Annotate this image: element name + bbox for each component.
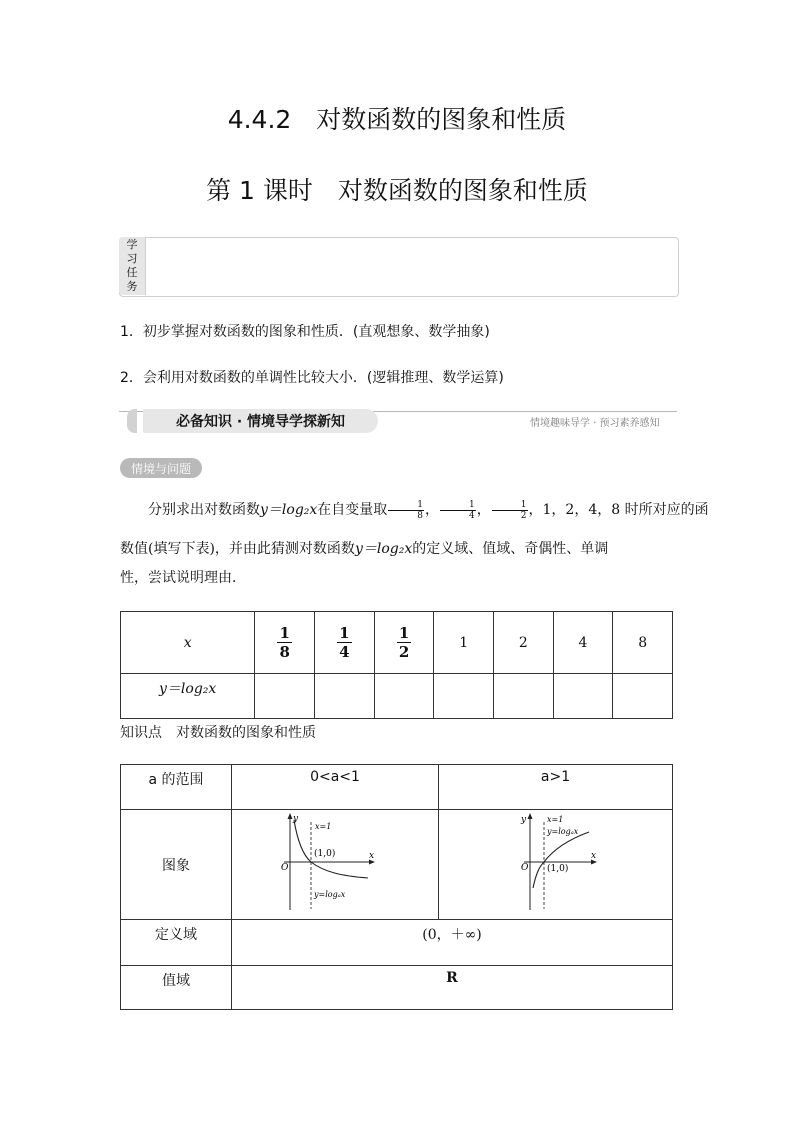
banner-subtitle: 情境趣味导学 · 预习素养感知	[530, 418, 660, 429]
props-header-case2: a>1	[439, 765, 673, 810]
table-cell: 4	[553, 612, 613, 674]
para-text: 分别求出对数函数	[148, 502, 260, 518]
fraction: $\frac{1}{4}$	[440, 500, 476, 521]
properties-table	[120, 764, 673, 1010]
problem-line-3: 性，尝试说明理由．	[120, 570, 246, 586]
axis-y-label: y	[293, 814, 299, 824]
table-cell: 2	[494, 612, 554, 674]
table-header-x: x	[121, 612, 255, 674]
graph-cell-increasing	[439, 810, 673, 920]
problem-line-2	[120, 533, 676, 565]
task-label-char: 学	[126, 238, 138, 251]
para-func: y＝log₂x	[354, 541, 413, 557]
axis-x-label: x	[591, 851, 597, 861]
task-box	[119, 237, 679, 297]
table-cell: 1	[434, 612, 494, 674]
task-item-2: 2．会利用对数函数的单调性比较大小．(逻辑推理、数学运算)	[120, 370, 504, 386]
line-x1-label: x=1	[547, 815, 564, 824]
point-label: (1,0)	[547, 864, 569, 874]
para-text: 在自变量取	[317, 502, 388, 518]
para-text: 的定义域、值域、奇偶性、单调	[412, 541, 609, 557]
task-label-char: 任	[126, 266, 138, 279]
range-value: R	[232, 966, 673, 1010]
table-cell-empty[interactable]	[553, 674, 613, 719]
fraction: $\frac{1}{2}$	[492, 500, 528, 521]
table-cell-empty[interactable]	[434, 674, 494, 719]
axis-x-label: x	[369, 851, 375, 861]
graph-increasing	[439, 810, 672, 915]
table-cell: $\frac{1}{8}$	[255, 612, 315, 674]
task-label-char: 习	[126, 252, 138, 265]
props-header-case1: 0<a<1	[232, 765, 439, 810]
curve-label: y=logₐx	[314, 890, 346, 899]
axis-y-label: y	[521, 815, 527, 825]
banner-title: 必备知识 · 情境导学探新知	[143, 409, 378, 433]
line-x1-label: x=1	[315, 822, 332, 831]
problem-line-1: 分别求出对数函数y＝log₂x在自变量取 $\frac{1}{8}$ ， $\frac{1}{4}$ ， $\frac{1}{2}$ ，1，2，4，8 时所对应的函	[148, 499, 709, 521]
situation-pill: 情境与问题	[120, 458, 202, 478]
table-cell: $\frac{1}{2}$	[374, 612, 434, 674]
point-label: (1,0)	[314, 849, 336, 859]
graph-decreasing	[232, 810, 438, 915]
table-header-y: y＝log₂x	[121, 674, 255, 719]
domain-value: (0，＋∞)	[232, 920, 673, 966]
props-row-range: 值域	[121, 966, 232, 1010]
knowledge-point-label: 知识点 对数函数的图象和性质	[120, 725, 316, 741]
origin-label: O	[521, 863, 529, 873]
value-table	[120, 611, 673, 719]
table-cell-empty[interactable]	[315, 674, 375, 719]
props-row-graph: 图象	[121, 810, 232, 920]
task-label	[119, 237, 146, 295]
lesson-title: 第 1 课时 对数函数的图象和性质	[206, 176, 588, 205]
banner-stub	[127, 409, 137, 433]
task-item-1: 1．初步掌握对数函数的图象和性质．(直观想象、数学抽象)	[120, 324, 490, 340]
para-text: 数值(填写下表)，并由此猜测对数函数	[120, 541, 355, 557]
props-header-a: a 的范围	[121, 765, 232, 810]
table-cell-empty[interactable]	[374, 674, 434, 719]
table-cell-empty[interactable]	[255, 674, 315, 719]
table-cell: $\frac{1}{4}$	[315, 612, 375, 674]
para-func: y＝log₂x	[260, 502, 318, 518]
chapter-title: 4.4.2 对数函数的图象和性质	[227, 105, 567, 134]
origin-label: O	[281, 863, 289, 873]
table-cell-empty[interactable]	[613, 674, 673, 719]
graph-cell-decreasing	[232, 810, 439, 920]
task-label-char: 务	[126, 280, 138, 293]
table-cell: 8	[613, 612, 673, 674]
para-text: ，1，2，4，8 时所对应的函	[528, 502, 709, 518]
fraction: $\frac{1}{8}$	[388, 500, 424, 521]
table-cell-empty[interactable]	[494, 674, 554, 719]
props-row-domain: 定义域	[121, 920, 232, 966]
curve-label: y=logₐx	[547, 827, 579, 836]
